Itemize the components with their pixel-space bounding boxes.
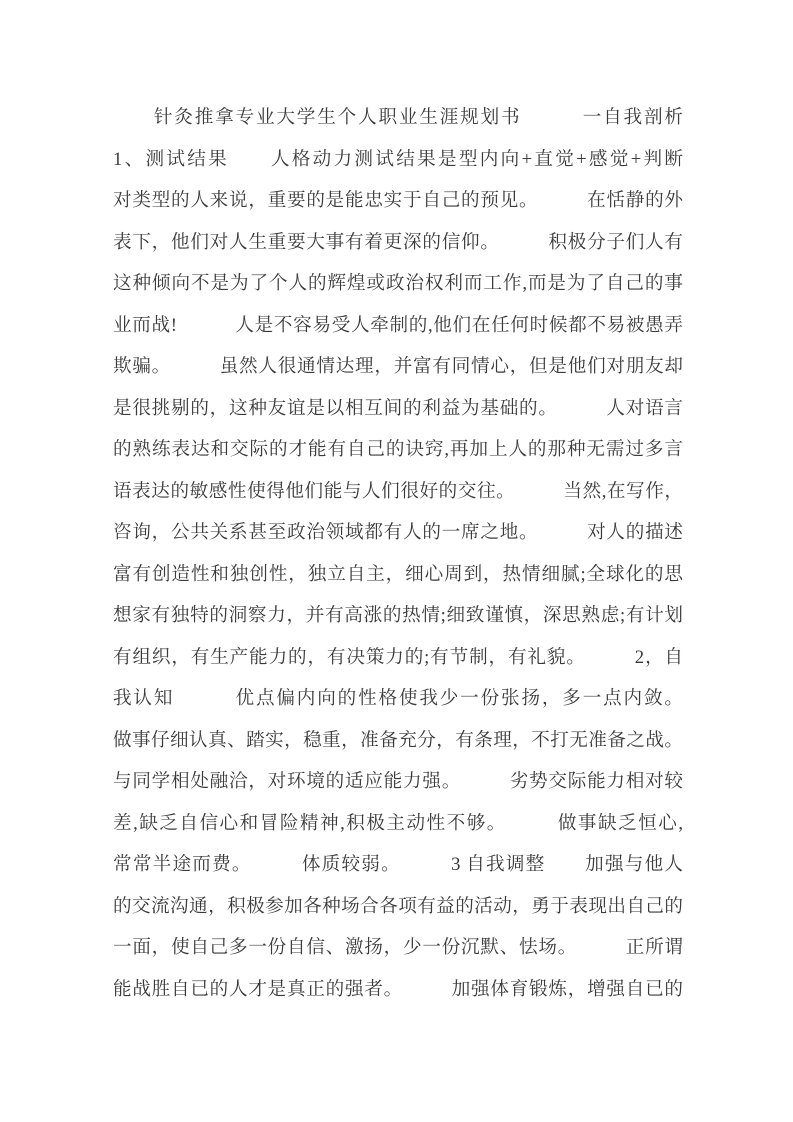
text-line: 语表达的敏感性使得他们能与人们很好的交往。 当然,在写作， [113, 480, 683, 502]
text-line: 对类型的人来说，重要的是能忠实于自己的预见。 在恬静的外 [113, 190, 683, 211]
text-line: 常常半途而费。 体质较弱。 3 自我调整 加强与他人 [113, 854, 683, 875]
text-line: 做事仔细认真、踏实，稳重，准备充分，有条理，不打无准备之战。 [113, 729, 683, 751]
text-line: 咨询，公共关系甚至政治领域都有人的一席之地。 对人的描述 [113, 522, 683, 543]
text-line: 业而战! 人是不容易受人牵制的,他们在任何时候都不易被愚弄 [113, 314, 683, 336]
text-line-title: 针灸推拿专业大学生个人职业生涯规划书 一自我剖析 [113, 107, 683, 128]
text-line: 与同学相处融洽，对环境的适应能力强。 劣势交际能力相对较 [113, 771, 683, 792]
text-line: 的交流沟通，积极参加各种场合各项有益的活动，勇于表现出自己的 [113, 895, 683, 917]
text-line: 能战胜自已的人才是真正的强者。 加强体育锻炼，增强自已的 [113, 978, 683, 1000]
document-body-text [113, 97, 683, 1010]
text-line: 富有创造性和独创性，独立自主，细心周到，热情细腻;全球化的思 [113, 563, 683, 585]
text-line: 这种倾向不是为了个人的辉煌或政治权利而工作,而是为了自己的事 [113, 273, 683, 294]
text-line: 有组织，有生产能力的，有决策力的;有节制，有礼貌。 2，自 [113, 646, 683, 668]
text-line: 表下，他们对人生重要大事有着更深的信仰。 积极分子们人有 [113, 231, 683, 253]
text-line: 是很挑剔的，这种友谊是以相互间的利益为基础的。 人对语言 [113, 397, 683, 419]
text-line: 欺骗。 虽然人很通情达理，并富有同情心，但是他们对朋友却 [113, 356, 683, 377]
text-line: 1、测试结果 人格动力测试结果是型内向+直觉+感觉+判断 [113, 148, 683, 170]
text-line: 一面，使自己多一份自信、激扬，少一份沉默、怯场。 正所谓 [113, 937, 683, 958]
text-line: 差,缺乏自信心和冒险精神,积极主动性不够。 做事缺乏恒心, [113, 812, 683, 834]
text-line: 我认知 优点偏内向的性格使我少一份张扬，多一点内敛。 [113, 688, 683, 709]
text-line: 的熟练表达和交际的才能有自己的诀窍,再加上人的那种无需过多言 [113, 439, 683, 460]
text-line: 想家有独特的洞察力，并有高涨的热情;细致谨慎，深思熟虑;有计划 [113, 605, 683, 626]
